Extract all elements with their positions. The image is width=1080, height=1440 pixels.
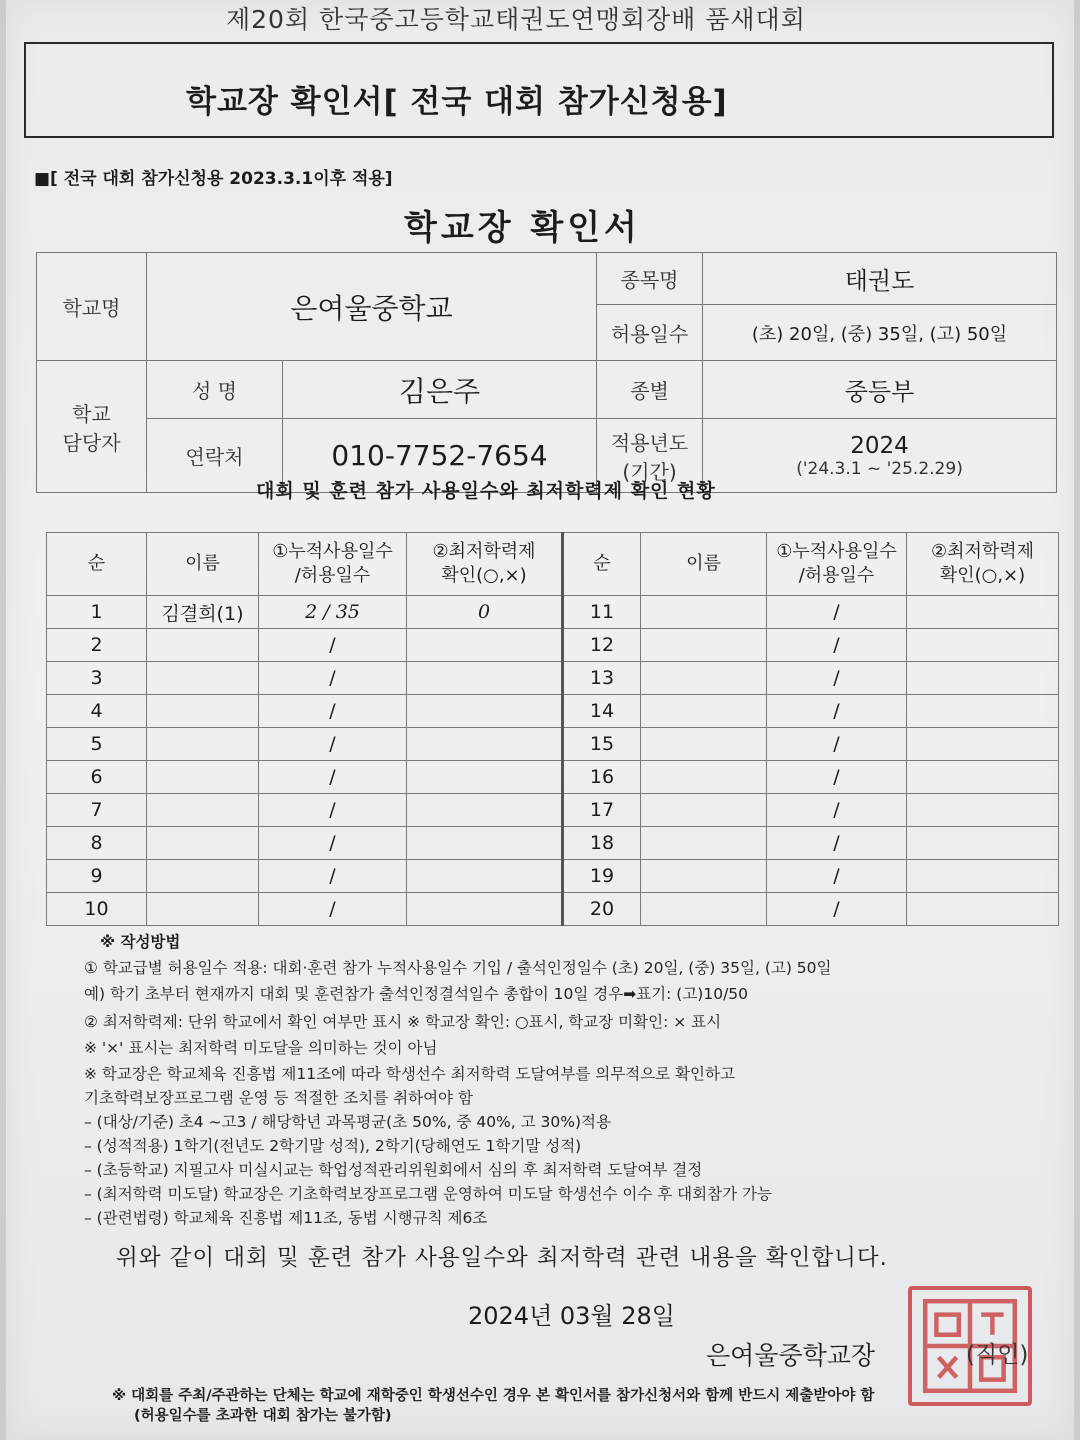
row-no: 13 (563, 662, 641, 695)
school-info-table (36, 252, 1057, 493)
row-check (907, 629, 1059, 662)
row-name (147, 893, 259, 926)
row-name (641, 893, 767, 926)
row-no: 14 (563, 695, 641, 728)
row-check (907, 662, 1059, 695)
row-check (907, 695, 1059, 728)
row-days: / (767, 596, 907, 629)
row-no: 11 (563, 596, 641, 629)
row-days: / (767, 794, 907, 827)
apply-note: ■[ 전국 대회 참가신청용 2023.3.1이후 적용] (34, 169, 393, 189)
person-name-label: 성 명 (147, 361, 283, 419)
table-row (47, 860, 1059, 893)
phone-value: 010-7752-7654 (283, 419, 597, 493)
row-days: / (767, 827, 907, 860)
row-no: 7 (47, 794, 147, 827)
row-days: / (767, 629, 907, 662)
contact-person-label-line2: 담당자 (62, 430, 121, 455)
header-check-line2: 확인(○,×) (441, 565, 527, 586)
row-check: 0 (407, 596, 563, 629)
header-name-left: 이름 (147, 533, 259, 596)
header-check-line1: ②최저학력제 (432, 541, 536, 562)
row-days: / (767, 860, 907, 893)
row-no: 17 (563, 794, 641, 827)
row-name (147, 695, 259, 728)
row-no: 20 (563, 893, 641, 926)
row-name (641, 629, 767, 662)
row-name: 김결희(1) (147, 596, 259, 629)
row-check (907, 728, 1059, 761)
row-check (407, 728, 563, 761)
table-row (47, 728, 1059, 761)
row-check (907, 596, 1059, 629)
row-check (407, 761, 563, 794)
issue-date: 2024년 03월 28일 (468, 1302, 675, 1330)
footnote-line: (허용일수를 초과한 대회 참가는 불가함) (134, 1408, 392, 1424)
row-check (907, 860, 1059, 893)
row-days: / (259, 827, 407, 860)
school-name-value: 은여울중학교 (147, 253, 597, 361)
row-days: / (259, 794, 407, 827)
row-name (147, 860, 259, 893)
header-days-line2: /허용일수 (294, 565, 371, 586)
row-days: 2 / 35 (259, 596, 407, 629)
row-no: 12 (563, 629, 641, 662)
year-cell (703, 419, 1057, 493)
event-title: 제20회 한국중고등학교태권도연맹회장배 품새대회 (226, 5, 806, 34)
header-name-right: 이름 (641, 533, 767, 596)
table-row (47, 596, 1059, 629)
row-days: / (259, 860, 407, 893)
howto-title: ※ 작성방법 (100, 933, 181, 951)
table-row (47, 893, 1059, 926)
header-check-line2: 확인(○,×) (939, 565, 1026, 586)
school-name-label: 학교명 (37, 253, 147, 361)
row-name (641, 827, 767, 860)
row-name (641, 761, 767, 794)
row-no: 6 (47, 761, 147, 794)
row-no: 4 (47, 695, 147, 728)
year-label-line1: 적용년도 (610, 430, 689, 455)
guide-line: 기초학력보장프로그램 운영 등 적절한 조치를 취하여야 함 (84, 1089, 473, 1107)
row-name (641, 860, 767, 893)
row-no: 1 (47, 596, 147, 629)
table-row (47, 827, 1059, 860)
header-check-line1: ②최저학력제 (930, 541, 1035, 562)
row-no: 16 (563, 761, 641, 794)
document-sheet (6, 0, 1074, 1440)
row-days: / (259, 728, 407, 761)
row-days: / (767, 893, 907, 926)
table-row (47, 695, 1059, 728)
header-days-right (767, 533, 907, 596)
guide-line: – (성적적용) 1학기(전년도 2학기말 성적), 2학기(당해연도 1학기말 성적) (84, 1137, 582, 1155)
footnote-line: ※ 대회를 주최/주관하는 단체는 학교에 재학중인 학생선수인 경우 본 확인서를 참가신청서와 함께 반드시 제출받아야 함 (112, 1388, 875, 1404)
phone-label: 연락처 (147, 419, 283, 493)
guide-line: – (관련법령) 학교체육 진흥법 제11조, 동법 시행규칙 제6조 (84, 1209, 488, 1227)
row-days: / (767, 728, 907, 761)
division-value: 중등부 (703, 361, 1057, 419)
row-no: 9 (47, 860, 147, 893)
row-days: / (259, 761, 407, 794)
guide-line: ② 최저학력제: 단위 학교에서 확인 여부만 표시 ※ 학교장 확인: ○표시, 학교장 미확인: × 표시 (84, 1013, 722, 1031)
document-title: 학교장 확인서 (404, 208, 641, 248)
roster-table (46, 532, 1059, 926)
row-days: / (259, 695, 407, 728)
sport-value: 태권도 (703, 253, 1057, 305)
contact-person-label (37, 361, 147, 493)
banner-title: 학교장 확인서[ 전국 대회 참가신청용] (186, 84, 728, 120)
row-no: 8 (47, 827, 147, 860)
header-days-line2: /허용일수 (798, 565, 875, 586)
row-check (407, 860, 563, 893)
row-days: / (767, 761, 907, 794)
guide-line: – (초등학교) 지필고사 미실시교는 학업성적관리위원회에서 심의 후 최저학력 도달여부 결정 (84, 1161, 703, 1179)
guide-line: 예) 학기 초부터 현재까지 대회 및 훈련참가 출석인정결석일수 총합이 10일 경우➡표기: (고)10/50 (84, 985, 749, 1003)
year-label-line2: (기간) (622, 459, 677, 484)
row-days: / (259, 629, 407, 662)
guide-line: – (최저학력 미도달) 학교장은 기초학력보장프로그램 운영하여 미도달 학생선수 이수 후 대회참가 가능 (84, 1185, 772, 1203)
contact-person-label-line1: 학교 (72, 401, 111, 426)
header-check-left (407, 533, 563, 596)
row-no: 5 (47, 728, 147, 761)
row-name (147, 794, 259, 827)
guide-line: – (대상/기준) 초4 ~고3 / 해당학년 과목평균(초 50%, 중 40%, 고 30%)적용 (84, 1113, 611, 1131)
row-no: 18 (563, 827, 641, 860)
row-name (641, 728, 767, 761)
row-check (907, 827, 1059, 860)
guide-line: ① 학교급별 허용일수 적용: 대회·훈련 참가 누적사용일수 기입 / 출석인정일수 (초) 20일, (중) 35일, (고) 50일 (84, 959, 832, 977)
year-value: 2024 (850, 432, 909, 459)
row-days: / (259, 662, 407, 695)
signer-name: 은여울중학교장 (706, 1341, 876, 1370)
row-name (147, 629, 259, 662)
row-name (641, 794, 767, 827)
row-name (641, 695, 767, 728)
row-check (407, 794, 563, 827)
row-no: 2 (47, 629, 147, 662)
header-check-right (907, 533, 1059, 596)
row-check (407, 629, 563, 662)
row-no: 3 (47, 662, 147, 695)
allowed-days-value: (초) 20일, (중) 35일, (고) 50일 (703, 305, 1057, 361)
row-name (147, 728, 259, 761)
header-days-line1: ①누적사용일수 (272, 541, 393, 562)
table-row (47, 761, 1059, 794)
row-name (147, 827, 259, 860)
header-days-line1: ①누적사용일수 (776, 541, 897, 562)
row-check (407, 695, 563, 728)
sport-label: 종목명 (597, 253, 703, 305)
row-name (147, 761, 259, 794)
row-no: 19 (563, 860, 641, 893)
person-name-value: 김은주 (283, 361, 597, 419)
year-period: ('24.3.1 ~ '25.2.29) (796, 458, 963, 479)
row-name (641, 662, 767, 695)
row-check (407, 893, 563, 926)
row-days: / (767, 662, 907, 695)
row-check (907, 794, 1059, 827)
row-check (407, 662, 563, 695)
guide-line: ※ '×' 표시는 최저학력 미도달을 의미하는 것이 아님 (84, 1039, 438, 1057)
guide-line: ※ 학교장은 학교체육 진흥법 제11조에 따라 학생선수 최저학력 도달여부를 의무적으로 확인하고 (84, 1065, 735, 1083)
section-title: 대회 및 훈련 참가 사용일수와 최저학력제 확인 현황 (256, 480, 716, 502)
row-name (147, 662, 259, 695)
allowed-days-label: 허용일수 (597, 305, 703, 361)
row-days: / (259, 893, 407, 926)
row-days: / (767, 695, 907, 728)
table-row (47, 629, 1059, 662)
division-label: 종별 (597, 361, 703, 419)
row-check (407, 827, 563, 860)
row-check (907, 761, 1059, 794)
table-row (47, 662, 1059, 695)
row-check (907, 893, 1059, 926)
row-name (641, 596, 767, 629)
header-days-left (259, 533, 407, 596)
table-row (47, 794, 1059, 827)
seal-label: (직인) (966, 1342, 1029, 1368)
header-no-right: 순 (563, 533, 641, 596)
header-no-left: 순 (47, 533, 147, 596)
row-no: 15 (563, 728, 641, 761)
row-no: 10 (47, 893, 147, 926)
confirmation-statement: 위와 같이 대회 및 훈련 참가 사용일수와 최저학력 관련 내용을 확인합니다. (116, 1245, 888, 1271)
